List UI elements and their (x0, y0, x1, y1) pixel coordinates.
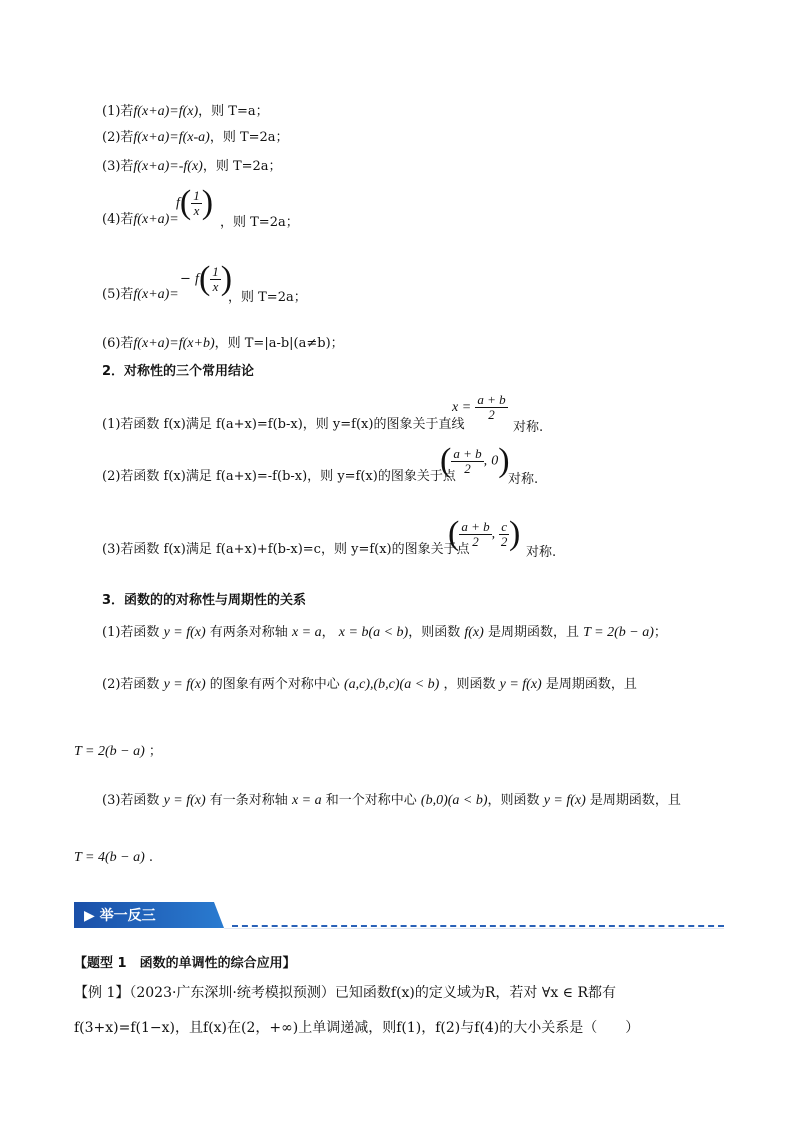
play-triangle-icon: ▶ (84, 908, 95, 924)
period-item-4-tail: ，则 T=2a； (220, 215, 299, 230)
period-item-5-tail: ，则 T=2a； (228, 290, 307, 305)
period-item-6: (6)若f(x+a)=f(x+b)，则 T=|a-b|(a≠b)； (102, 336, 344, 351)
symmetry-item-1-formula: x = $\frac{a + b}{2}$ (452, 392, 506, 422)
symmetry-heading: 2．对称性的三个常用结论 (102, 364, 255, 379)
example-line-1: 【例 1】（2023·广东深圳·统考模拟预测）已知函数f(x)的定义域为R，若对 ∀x ∈ R都有 (74, 985, 617, 1001)
banner-rule-shadow (224, 928, 724, 929)
period-item-1: (1)若f(x+a)=f(x)，则 T=a； (102, 104, 269, 119)
relation-item-2: (2)若函数 y = f(x) 的图象有两个对称中心 (a,c),(b,c)(a < b) ，则函数 y = f(x) 是周期函数，且 (102, 677, 637, 692)
symmetry-item-3: (3)若函数 f(x)满足 f(a+x)+f(b-x)=c，则 y=f(x)的图象关于点 (102, 542, 470, 557)
relation-item-2-cont: T = 2(b − a) ； (74, 744, 162, 759)
section-banner-label: ▶ 举一反三 (84, 908, 156, 924)
banner-dashed-rule (232, 925, 724, 927)
period-item-5-formula: − f( $\frac{1}{x}$ ) (180, 260, 233, 297)
period-item-2: (2)若f(x+a)=f(x-a)，则 T=2a； (102, 130, 289, 145)
period-item-4: (4)若f(x+a)= (102, 212, 179, 227)
symmetry-item-2-formula: ( $\frac{a + b}{2}$ , 0) (440, 442, 510, 479)
symmetry-item-2: (2)若函数 f(x)满足 f(a+x)=-f(b-x)，则 y=f(x)的图象关于点 (102, 469, 456, 484)
period-item-4-formula: f( $\frac{1}{x}$ ) (176, 184, 214, 221)
relation-item-1: (1)若函数 y = f(x) 有两条对称轴 x = a， x = b(a < b)，则函数 f(x) 是周期函数，且 T = 2(b − a)； (102, 625, 667, 640)
topic-title: 【题型 1 函数的单调性的综合应用】 (74, 956, 296, 971)
example-line-2: f(3+x)=f(1−x)，且f(x)在(2，+∞)上单调递减，则f(1)，f(2)与f(4)的大小关系是（ ） (74, 1020, 640, 1036)
relation-item-3-cont: T = 4(b − a) . (74, 850, 154, 865)
symmetry-item-3-post: 对称. (526, 545, 557, 560)
symmetry-item-3-formula: ( $\frac{a + b}{2}$ , $\frac{c}{2}$ ) (448, 515, 521, 552)
symmetry-item-2-post: 对称. (508, 472, 539, 487)
period-item-3: (3)若f(x+a)=-f(x)，则 T=2a； (102, 159, 282, 174)
period-item-5: (5)若f(x+a)= (102, 287, 179, 302)
relation-heading: 3．函数的的对称性与周期性的关系 (102, 593, 307, 608)
relation-item-3: (3)若函数 y = f(x) 有一条对称轴 x = a 和一个对称中心 (b,0)(a < b)，则函数 y = f(x) 是周期函数，且 (102, 793, 681, 808)
symmetry-item-1: (1)若函数 f(x)满足 f(a+x)=f(b-x)，则 y=f(x)的图象关于直线 (102, 417, 465, 432)
symmetry-item-1-post: 对称. (513, 420, 544, 435)
